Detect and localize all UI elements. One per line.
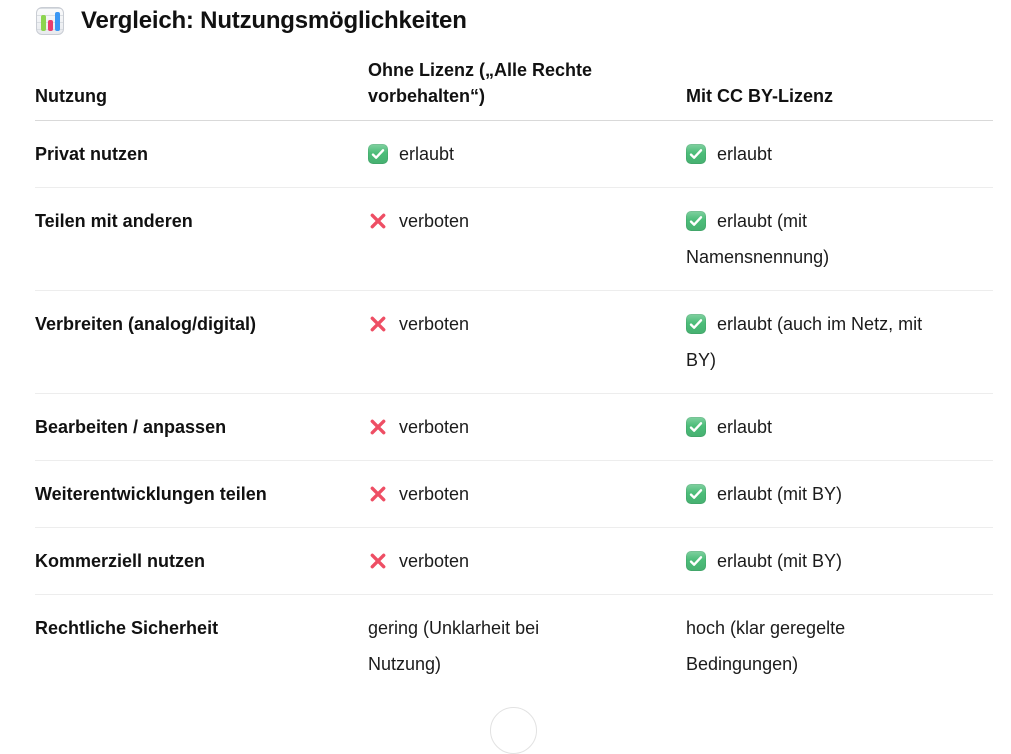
check-icon	[686, 417, 706, 437]
cell-text: verboten	[399, 211, 470, 231]
cross-icon	[368, 484, 388, 504]
table-row	[35, 394, 993, 461]
cell-text: gering (Unklarheit bei Nutzung)	[368, 618, 540, 674]
row-label: Kommerziell nutzen	[35, 551, 206, 571]
table-row	[35, 528, 993, 595]
check-icon	[686, 314, 706, 334]
cell-ohne-lizenz	[368, 136, 608, 172]
table-row	[35, 461, 993, 528]
cell-mit-cc-by-lizenz	[686, 476, 936, 512]
page-title: Vergleich: Nutzungsmöglichkeiten	[81, 7, 467, 34]
cell-ohne-lizenz	[368, 203, 608, 275]
cell-text: erlaubt (mit BY)	[717, 551, 843, 571]
cell-ohne-lizenz	[368, 543, 608, 579]
cell-text: erlaubt (auch im Netz, mit BY)	[686, 314, 923, 370]
cross-icon	[368, 417, 388, 437]
check-icon	[686, 484, 706, 504]
cell-text: erlaubt	[717, 417, 773, 437]
table-row	[35, 188, 993, 291]
cell-mit-cc-by-lizenz	[686, 306, 936, 378]
table-row	[35, 121, 993, 188]
cell-text: verboten	[399, 417, 470, 437]
cell-mit-cc-by-lizenz	[686, 409, 936, 445]
cell-text: erlaubt (mit BY)	[717, 484, 843, 504]
cell-mit-cc-by-lizenz	[686, 203, 936, 275]
cell-ohne-lizenz	[368, 610, 608, 682]
column-header-mit-cc-by-lizenz: Mit CC BY-Lizenz	[686, 86, 833, 106]
check-icon	[686, 551, 706, 571]
cell-text: verboten	[399, 484, 470, 504]
table-body	[35, 121, 993, 697]
row-label: Rechtliche Sicherheit	[35, 618, 219, 638]
check-icon	[368, 144, 388, 164]
cell-text: erlaubt	[717, 144, 773, 164]
column-header-ohne-lizenz: Ohne Lizenz („Alle Rechte vorbehalten“)	[368, 60, 593, 106]
column-header-nutzung: Nutzung	[35, 86, 107, 106]
cell-text: verboten	[399, 314, 470, 334]
table-row	[35, 595, 993, 697]
cross-icon	[368, 551, 388, 571]
cell-text: erlaubt (mit Namensnennung)	[686, 211, 830, 267]
table-header-row	[35, 57, 993, 121]
cell-text: verboten	[399, 551, 470, 571]
table-row	[35, 291, 993, 394]
cell-ohne-lizenz	[368, 306, 608, 378]
check-icon	[686, 211, 706, 231]
scroll-down-button[interactable]	[490, 707, 537, 754]
row-label: Verbreiten (analog/digital)	[35, 314, 257, 334]
check-icon	[686, 144, 706, 164]
bar-chart-icon	[36, 7, 64, 35]
row-label: Weiterentwicklungen teilen	[35, 484, 267, 504]
cross-icon	[368, 314, 388, 334]
row-label: Teilen mit anderen	[35, 211, 193, 231]
cross-icon	[368, 211, 388, 231]
cell-ohne-lizenz	[368, 476, 608, 512]
cell-mit-cc-by-lizenz	[686, 610, 936, 682]
comparison-table	[35, 57, 993, 697]
cell-ohne-lizenz	[368, 409, 608, 445]
row-label: Privat nutzen	[35, 144, 149, 164]
row-label: Bearbeiten / anpassen	[35, 417, 227, 437]
page-title-row	[36, 6, 1011, 36]
cell-text: erlaubt	[399, 144, 455, 164]
cell-text: hoch (klar geregelte Bedingungen)	[686, 618, 846, 674]
cell-mit-cc-by-lizenz	[686, 136, 936, 172]
cell-mit-cc-by-lizenz	[686, 543, 936, 579]
